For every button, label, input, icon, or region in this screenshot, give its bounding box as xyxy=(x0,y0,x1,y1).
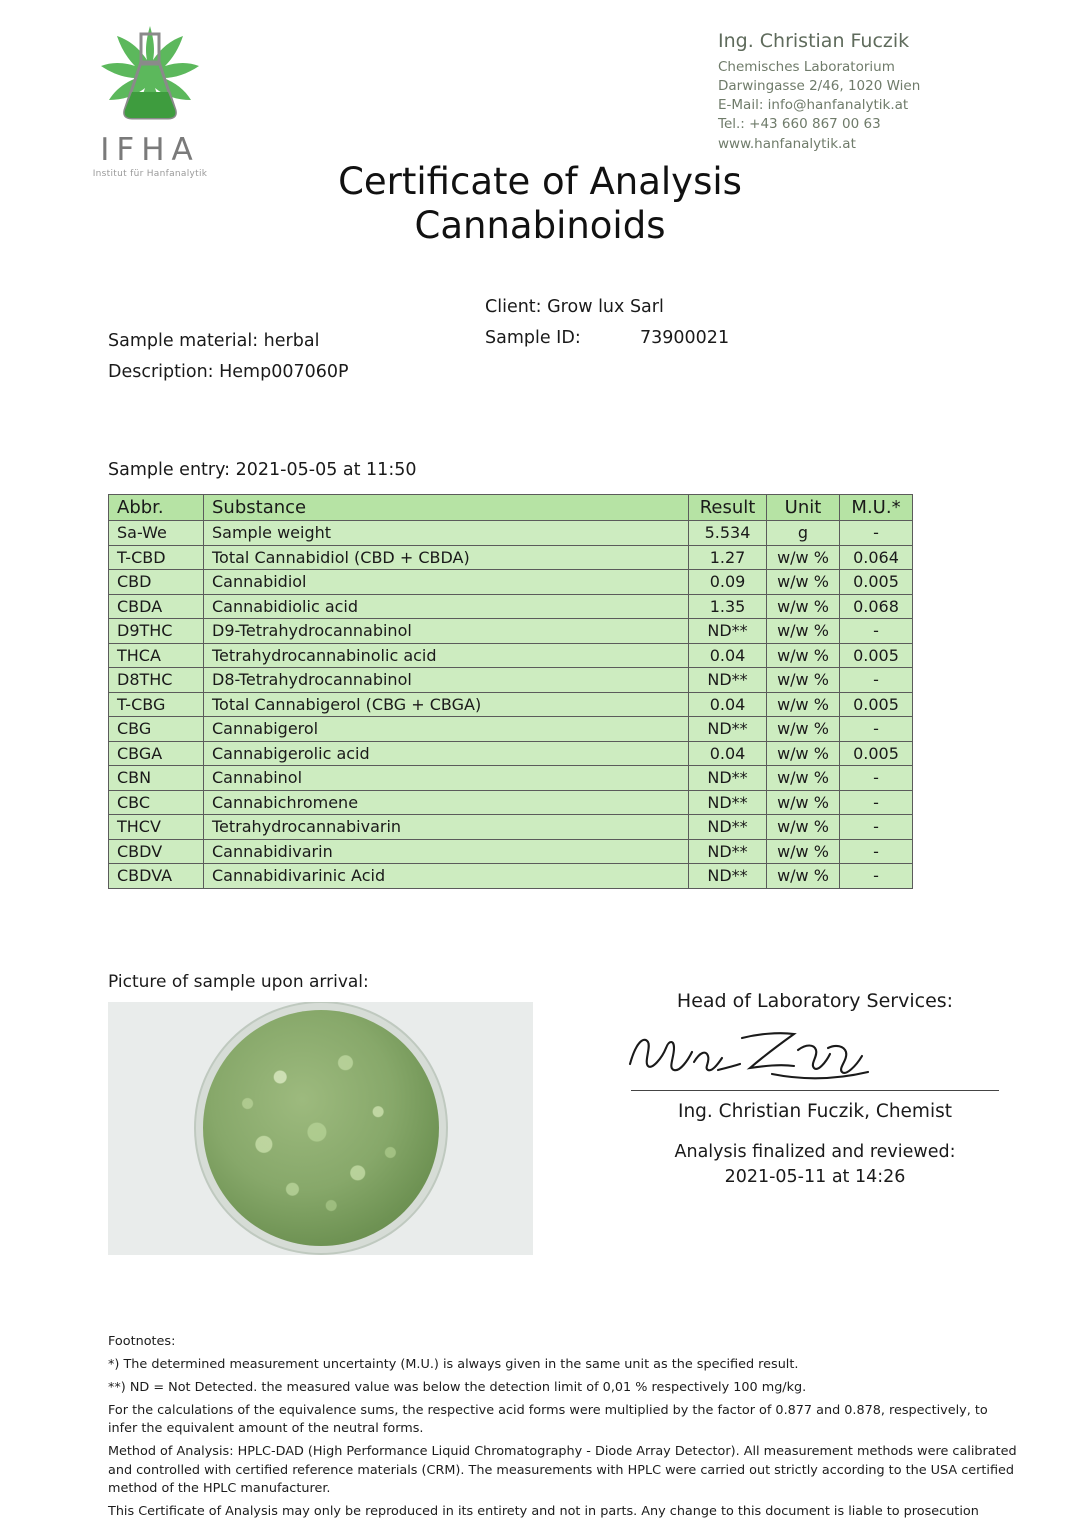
cell-unit: w/w % xyxy=(767,766,840,791)
table-header-row xyxy=(109,495,913,521)
sample-meta-left xyxy=(108,326,349,387)
page-title xyxy=(0,160,1080,247)
signer-name: Ing. Christian Fuczik, Chemist xyxy=(678,1100,952,1122)
lab-website: www.hanfanalytik.at xyxy=(718,135,856,152)
cell-result: ND** xyxy=(689,790,767,815)
cell-mu: 0.005 xyxy=(840,643,913,668)
cell-result: ND** xyxy=(689,815,767,840)
cell-mu: - xyxy=(840,668,913,693)
picture-label: Picture of sample upon arrival: xyxy=(108,971,369,992)
table-row xyxy=(109,570,913,595)
column-header-mu: M.U.* xyxy=(840,495,913,521)
cell-mu: - xyxy=(840,521,913,546)
table-row xyxy=(109,717,913,742)
cell-abbr: Sa-We xyxy=(109,521,204,546)
table-row xyxy=(109,521,913,546)
cell-substance: Cannabidiol xyxy=(204,570,689,595)
cell-substance: D8-Tetrahydrocannabinol xyxy=(204,668,689,693)
cell-substance: Cannabidivarin xyxy=(204,839,689,864)
cell-unit: w/w % xyxy=(767,545,840,570)
table-row xyxy=(109,594,913,619)
signature-block xyxy=(600,990,1030,1191)
page-title-line1: Certificate of Analysis xyxy=(338,160,742,203)
cell-result: ND** xyxy=(689,717,767,742)
sample-meta-right xyxy=(485,292,729,353)
lab-email: E-Mail: info@hanfanalytik.at xyxy=(718,97,909,114)
cell-abbr: THCA xyxy=(109,643,204,668)
cell-result: 1.35 xyxy=(689,594,767,619)
table-row xyxy=(109,545,913,570)
cell-result: 0.04 xyxy=(689,741,767,766)
table-row xyxy=(109,766,913,791)
cell-substance: D9-Tetrahydrocannabinol xyxy=(204,619,689,644)
table-row xyxy=(109,643,913,668)
cell-substance: Cannabigerolic acid xyxy=(204,741,689,766)
table-row xyxy=(109,692,913,717)
cell-unit: w/w % xyxy=(767,668,840,693)
sample-material: Sample material: herbal xyxy=(108,331,320,351)
finalized-date: 2021-05-11 at 14:26 xyxy=(724,1166,906,1187)
lab-phone: Tel.: +43 660 867 00 63 xyxy=(718,116,881,133)
cell-abbr: CBDV xyxy=(109,839,204,864)
cell-mu: - xyxy=(840,766,913,791)
analysis-finalized xyxy=(600,1140,1030,1191)
cell-abbr: T-CBG xyxy=(109,692,204,717)
cell-abbr: D8THC xyxy=(109,668,204,693)
cell-mu: - xyxy=(840,717,913,742)
footnote-nd: **) ND = Not Detected. the measured value was below the detection limit of 0,01 % respectively 100 mg/kg. xyxy=(108,1379,807,1395)
cell-substance: Total Cannabidiol (CBD + CBDA) xyxy=(204,545,689,570)
footnote-reproduction: This Certificate of Analysis may only be reproduced in its entirety and not in parts. Any change to this document is liable to prosecution xyxy=(108,1503,979,1519)
footnote-equivalence: For the calculations of the equivalence sums, the respective acid forms were multiplied by the factor of 0.877 and 0.878, respectively, to infer the equivalent amount of the neutral forms. xyxy=(108,1403,988,1437)
cell-mu: 0.068 xyxy=(840,594,913,619)
lab-department: Chemisches Laboratorium xyxy=(718,58,895,75)
cell-result: ND** xyxy=(689,766,767,791)
document-header xyxy=(0,0,1080,247)
cell-substance: Tetrahydrocannabinolic acid xyxy=(204,643,689,668)
cell-substance: Sample weight xyxy=(204,521,689,546)
handwritten-signature-icon xyxy=(600,1012,1030,1090)
cell-mu: 0.005 xyxy=(840,692,913,717)
lab-name: Ing. Christian Fuczik xyxy=(718,30,910,52)
cell-unit: w/w % xyxy=(767,619,840,644)
cell-unit: w/w % xyxy=(767,692,840,717)
cell-substance: Cannabinol xyxy=(204,766,689,791)
footnotes-heading: Footnotes: xyxy=(108,1333,176,1349)
cell-result: 1.27 xyxy=(689,545,767,570)
signature-title: Head of Laboratory Services: xyxy=(676,989,954,1012)
footnote-mu: *) The determined measurement uncertainty (M.U.) is always given in the same unit as the specified result. xyxy=(108,1356,799,1372)
sample-id-label: Sample ID: xyxy=(485,327,581,348)
cell-substance: Cannabidiolic acid xyxy=(204,594,689,619)
client-name: Client: Grow lux Sarl xyxy=(485,297,664,317)
cell-unit: w/w % xyxy=(767,643,840,668)
table-row xyxy=(109,790,913,815)
footnotes xyxy=(108,1333,1020,1521)
table-row xyxy=(109,619,913,644)
column-header-result: Result xyxy=(689,495,767,521)
sample-photo xyxy=(108,1002,533,1255)
footnote-method: Method of Analysis: HPLC-DAD (High Performance Liquid Chromatography - Diode Array Detector). All measurement methods were calibrated and controlled with certified reference materials (CRM). The measurements with HPLC were carried out strictly according to the USA certified method of the HPLC manufacturer. xyxy=(108,1444,1017,1496)
cell-mu: 0.005 xyxy=(840,741,913,766)
signature-line xyxy=(631,1090,999,1091)
cell-unit: w/w % xyxy=(767,741,840,766)
cell-result: 5.534 xyxy=(689,521,767,546)
cell-substance: Cannabidivarinic Acid xyxy=(204,864,689,889)
sample-meta xyxy=(0,292,1080,412)
sample-id-row xyxy=(485,323,729,354)
cell-mu: - xyxy=(840,790,913,815)
lab-contact-block xyxy=(718,28,1018,154)
table-row xyxy=(109,668,913,693)
cell-substance: Cannabichromene xyxy=(204,790,689,815)
cell-unit: w/w % xyxy=(767,570,840,595)
sample-description: Description: Hemp007060P xyxy=(108,361,349,382)
table-row xyxy=(109,839,913,864)
cell-result: 0.04 xyxy=(689,643,767,668)
column-header-substance: Substance xyxy=(204,495,689,521)
sample-id-value: 73900021 xyxy=(640,327,730,348)
column-header-unit: Unit xyxy=(767,495,840,521)
cell-abbr: D9THC xyxy=(109,619,204,644)
ifha-logo xyxy=(60,18,240,179)
cell-unit: w/w % xyxy=(767,839,840,864)
cell-mu: - xyxy=(840,619,913,644)
cell-abbr: CBN xyxy=(109,766,204,791)
cell-result: 0.09 xyxy=(689,570,767,595)
finalized-label: Analysis finalized and reviewed: xyxy=(674,1141,956,1162)
logo-subtitle: Institut für Hanfanalytik xyxy=(92,169,208,179)
cell-mu: 0.005 xyxy=(840,570,913,595)
cell-mu: - xyxy=(840,839,913,864)
cell-unit: w/w % xyxy=(767,790,840,815)
cell-abbr: CBGA xyxy=(109,741,204,766)
cell-result: ND** xyxy=(689,864,767,889)
cell-result: 0.04 xyxy=(689,692,767,717)
sample-entry: Sample entry: 2021-05-05 at 11:50 xyxy=(108,460,417,480)
cell-abbr: CBD xyxy=(109,570,204,595)
cell-unit: w/w % xyxy=(767,717,840,742)
cell-substance: Tetrahydrocannabivarin xyxy=(204,815,689,840)
cell-abbr: CBG xyxy=(109,717,204,742)
cell-abbr: CBC xyxy=(109,790,204,815)
cell-abbr: CBDVA xyxy=(109,864,204,889)
cell-result: ND** xyxy=(689,619,767,644)
cell-mu: - xyxy=(840,864,913,889)
lab-address: Darwingasse 2/46, 1020 Wien xyxy=(718,78,921,95)
logo-wordmark: IFHA xyxy=(100,132,200,168)
petri-dish-icon xyxy=(203,1010,439,1246)
cannabis-flask-logo-icon xyxy=(75,18,225,138)
cell-result: ND** xyxy=(689,668,767,693)
page-title-line2: Cannabinoids xyxy=(414,203,666,247)
cell-unit: w/w % xyxy=(767,864,840,889)
cell-mu: 0.064 xyxy=(840,545,913,570)
cell-abbr: CBDA xyxy=(109,594,204,619)
cell-unit: w/w % xyxy=(767,815,840,840)
cell-abbr: THCV xyxy=(109,815,204,840)
table-row xyxy=(109,864,913,889)
cell-substance: Total Cannabigerol (CBG + CBGA) xyxy=(204,692,689,717)
cell-abbr: T-CBD xyxy=(109,545,204,570)
cannabinoid-results-table xyxy=(108,494,913,889)
cell-result: ND** xyxy=(689,839,767,864)
cell-unit: w/w % xyxy=(767,594,840,619)
cell-substance: Cannabigerol xyxy=(204,717,689,742)
cell-unit: g xyxy=(767,521,840,546)
table-row xyxy=(109,741,913,766)
table-row xyxy=(109,815,913,840)
column-header-abbr: Abbr. xyxy=(109,495,204,521)
cell-mu: - xyxy=(840,815,913,840)
sample-picture-and-signature xyxy=(0,971,1080,1274)
